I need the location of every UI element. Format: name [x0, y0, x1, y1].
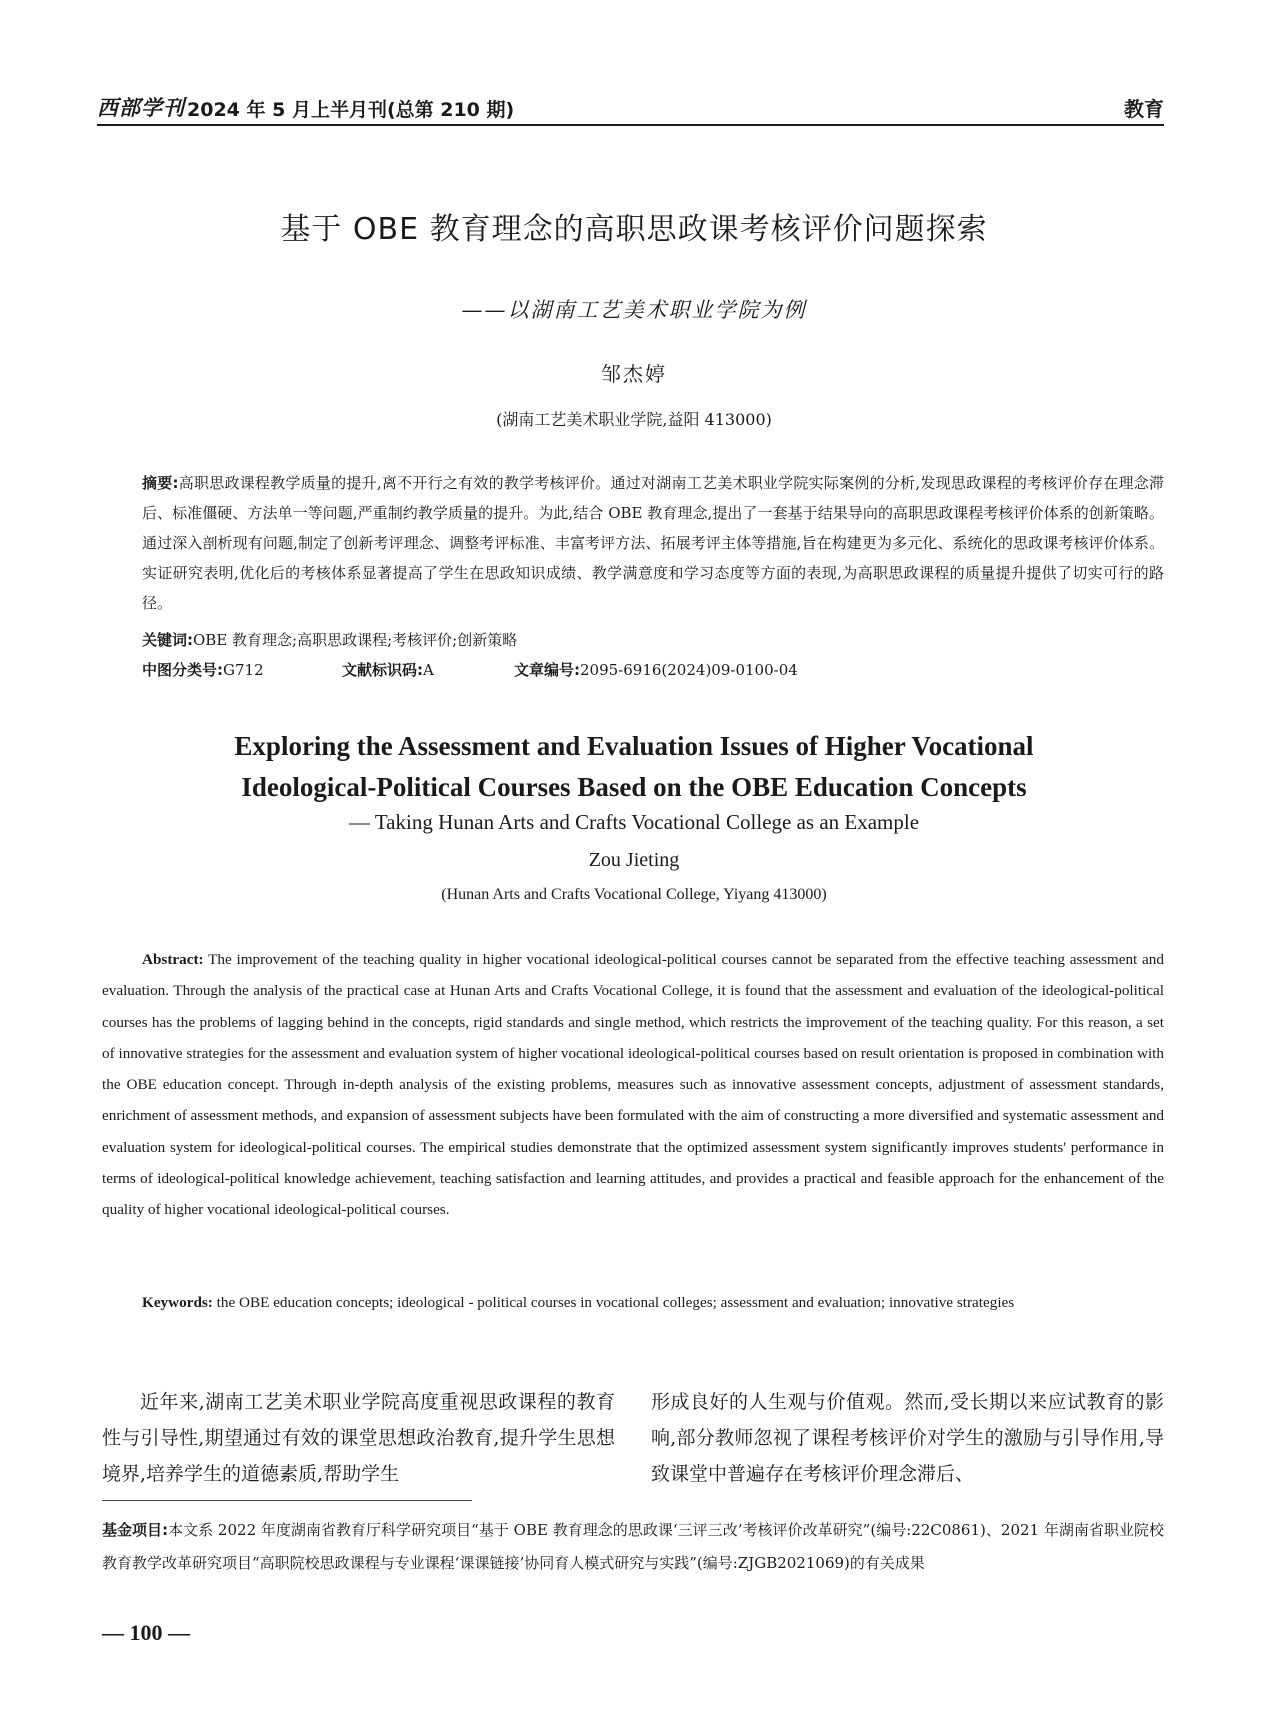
en-keywords-text: the OBE education concepts; ideological - political courses in vocational colleges; assessment and evaluation; innovative strategies: [212, 1294, 1015, 1311]
cn-subtitle: ——以湖南工艺美术职业学院为例: [461, 298, 807, 322]
clc-code: [142, 656, 342, 684]
en-title: [100, 726, 1168, 808]
body-paragraph-right: 形成良好的人生观与价值观。然而,受长期以来应试教育的影响,部分教师忽视了课程考核评价对学生的激励与引导作用,导致课堂中普遍存在考核评价理念滞后、: [651, 1391, 1164, 1485]
doc-label: 文献标识码:: [342, 661, 423, 679]
footnote-text: 本文系 2022 年度湖南省教育厅科学研究项目“基于 OBE 教育理念的思政课‘三评三改’考核评价改革研究”(编号:22C0861)、2021 年湖南省职业院校教育教学改革研究项目“高职院校思政课程与专业课程‘课课链接’协同育人模式研究与实践”(编号:ZJGB2021069)的有关成果: [102, 1521, 1164, 1572]
doc-code: [342, 656, 514, 684]
cn-author: 邹杰婷: [601, 362, 667, 386]
clc-value: G712: [223, 661, 264, 679]
page-number: — 100 —: [102, 1620, 190, 1645]
running-header: [97, 88, 1164, 122]
cn-abstract-text: 高职思政课程教学质量的提升,离不开行之有效的教学考核评价。通过对湖南工艺美术职业学院实际案例的分析,发现思政课程的考核评价存在理念滞后、标准僵硬、方法单一等问题,严重制约教学质量的提升。为此,结合 OBE 教育理念,提出了一套基于结果导向的高职思政课程考核评价体系的创新策略。通过深入剖析现有问题,制定了创新考评理念、调整考评标准、丰富考评方法、拓展考评主体等措施,旨在构建更为多元化、系统化的思政课考核评价体系。实证研究表明,优化后的考核体系显著提高了学生在思政知识成绩、教学满意度和学习态度等方面的表现,为高职思政课程的质量提升提供了切实可行的路径。: [142, 474, 1164, 612]
body-column-left: [102, 1384, 615, 1492]
en-title-line1: Exploring the Assessment and Evaluation Issues of Higher Vocational: [234, 731, 1034, 761]
en-title-line2: Ideological-Political Courses Based on the OBE Education Concepts: [241, 772, 1027, 802]
article-value: 2095-6916(2024)09-0100-04: [580, 661, 798, 679]
funding-footnote: [102, 1514, 1164, 1580]
en-subtitle: — Taking Hunan Arts and Crafts Vocational College as an Example: [348, 810, 920, 834]
body-paragraph-left: 近年来,湖南工艺美术职业学院高度重视思政课程的教育性与引导性,期望通过有效的课堂思想政治教育,提升学生思想境界,培养学生的道德素质,帮助学生: [102, 1391, 615, 1485]
footnote-rule: [102, 1500, 472, 1501]
issue-info: 2024 年 5 月上半月刊(总第 210 期): [187, 99, 515, 121]
en-author: Zou Jieting: [588, 849, 680, 871]
header-rule: [97, 124, 1164, 126]
cn-title: 基于 OBE 教育理念的高职思政课考核评价问题探索: [280, 212, 988, 247]
article-number: [514, 656, 798, 684]
clc-label: 中图分类号:: [142, 661, 223, 679]
cn-keywords: [142, 626, 1164, 654]
en-abstract-text: The improvement of the teaching quality in higher vocational ideological-political courses cannot be separated from the effective teaching assessment and evaluation. Through the analysis of the practical case at Hunan Arts and Crafts Vocational College, it is found that the assessment and evaluation of the ideological-political courses has the problems of lagging behind in the concepts, rigid standards and single method, which restricts the improvement of the teaching quality. For this reason, a set of innovative strategies for the assessment and evaluation system of higher vocational ideological-political courses based on result orientation is proposed in combination with the OBE education concept. Through in-depth analysis of the existing problems, measures such as innovative assessment concepts, adjustment of assessment standards, enrichment of assessment methods, and expansion of assessment subjects have been formulated with the aim of constructing a more diversified and systematic assessment and evaluation system for ideological-political courses. The empirical studies demonstrate that the optimized assessment system significantly improves students' performance in terms of ideological-political knowledge achievement, teaching satisfaction and learning attitudes, and provides a practical and feasible approach for the enhancement of the quality of higher vocational ideological-political courses.: [102, 951, 1165, 1219]
cn-keywords-text: OBE 教育理念;高职思政课程;考核评价;创新策略: [193, 631, 518, 649]
body-column-right: [651, 1384, 1164, 1492]
en-keywords: [102, 1288, 1164, 1318]
journal-logo: 西部学刊: [97, 95, 185, 120]
en-affiliation: (Hunan Arts and Crafts Vocational College, Yiyang 413000): [441, 886, 827, 903]
header-left: [97, 92, 514, 122]
en-keywords-label: Keywords:: [142, 1294, 213, 1311]
cn-abstract: [142, 468, 1164, 618]
section-label: 教育: [1124, 97, 1164, 121]
en-abstract: [102, 944, 1164, 1226]
footnote-label: 基金项目:: [102, 1521, 169, 1539]
en-abstract-label: Abstract:: [142, 951, 204, 968]
cn-classification: [142, 656, 1164, 684]
cn-keywords-label: 关键词:: [142, 631, 193, 649]
doc-value: A: [423, 661, 434, 679]
article-label: 文章编号:: [514, 661, 580, 679]
cn-affiliation: (湖南工艺美术职业学院,益阳 413000): [496, 410, 772, 429]
body-columns: [102, 1384, 1164, 1492]
cn-abstract-label: 摘要:: [142, 474, 179, 492]
